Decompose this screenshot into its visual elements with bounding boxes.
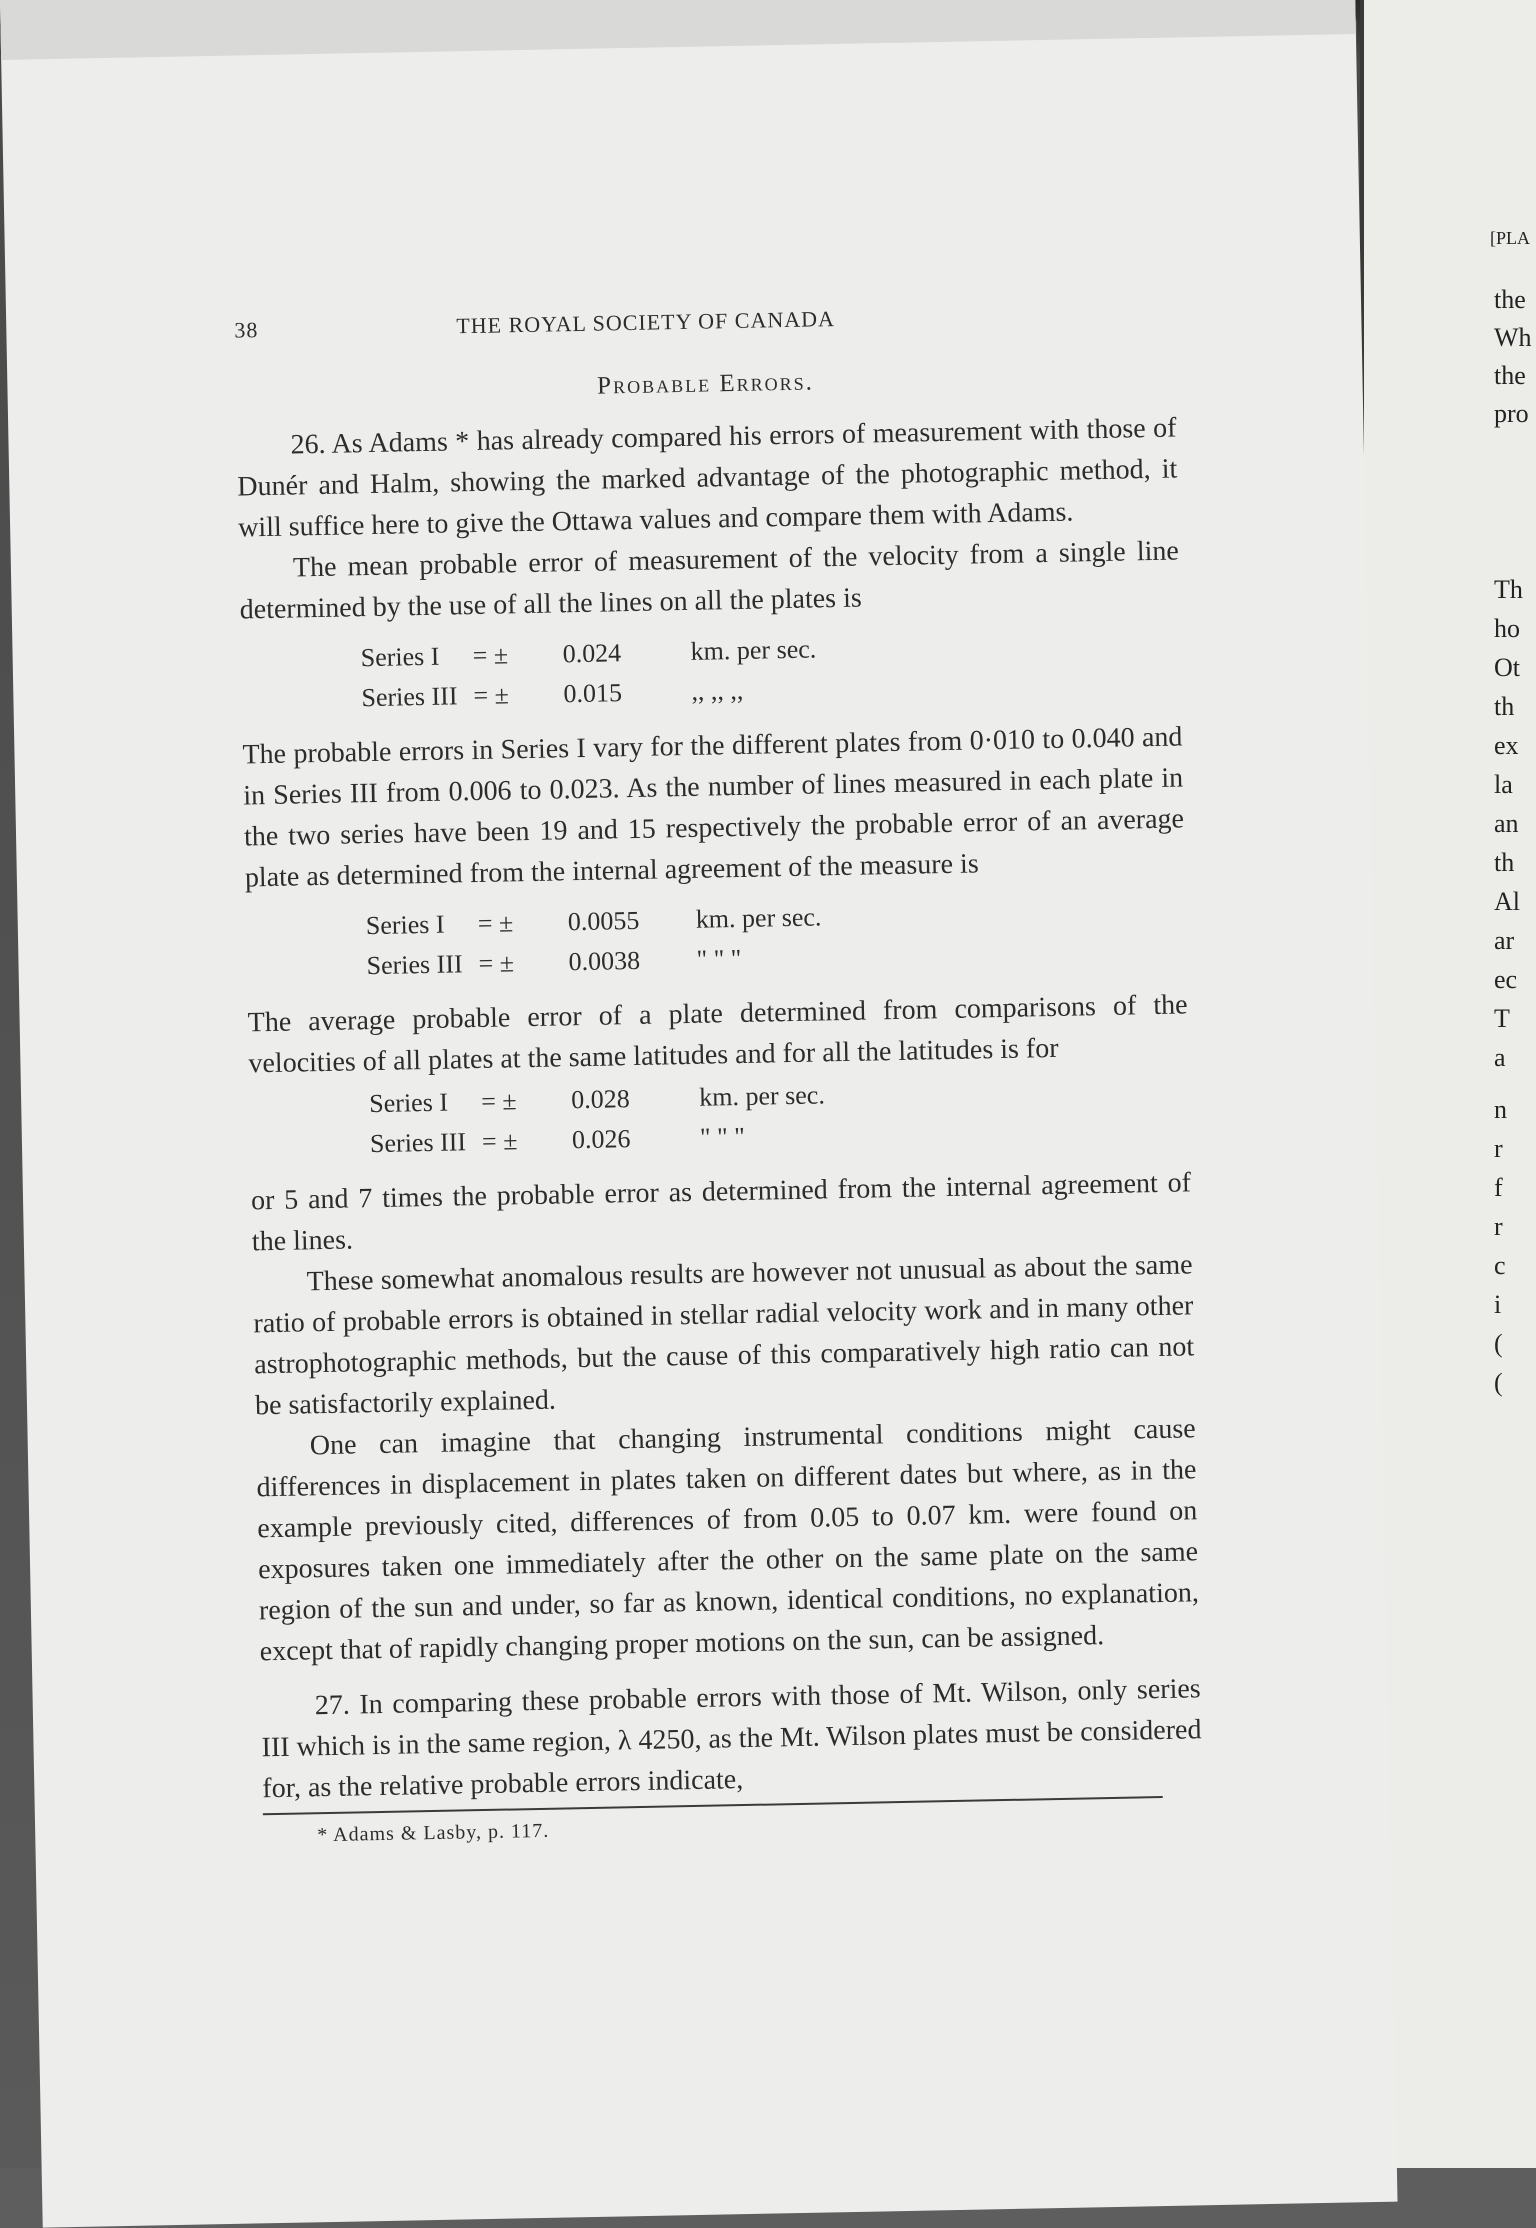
facing-page-fragment: la: [1494, 770, 1513, 799]
unit: km. per sec.: [690, 634, 817, 666]
facing-page-fragment: ec: [1494, 965, 1518, 994]
facing-page-fragment: a: [1494, 1043, 1506, 1072]
facing-page-fragment: the: [1494, 361, 1526, 390]
paragraph-average-error: The average probable error of a plate determined from comparisons of the velocities of all plates at the same latitudes and for all the latitudes is for: [247, 989, 1188, 1080]
facing-page-fragment: ex: [1494, 731, 1519, 760]
facing-page-fragment: n: [1494, 1095, 1507, 1124]
facing-page-fragment: f: [1494, 1173, 1503, 1202]
series-label: Series III: [361, 681, 458, 713]
paragraph-mean-error: The mean probable error of measurement of the velocity from a single line determined by the use of all the lines on all the plates is: [239, 535, 1180, 626]
facing-page-fragment: i: [1494, 1290, 1502, 1319]
error-value: 0.024: [562, 638, 622, 669]
equals-plus-minus: = ±: [481, 1126, 518, 1156]
facing-page-header: [PLA: [1490, 228, 1530, 248]
paragraph-series-range: The probable errors in Series I vary for the different plates from 0·010 to 0.040 and in Series III from 0.006 to 0.023. As the number of lines measured in each plate in the two series have been 19 and 15 respectively the probable error of an average plate as determined from the internal agreement of the measure is: [242, 721, 1185, 894]
facing-page-fragment: (: [1494, 1329, 1503, 1358]
error-value: 0.0038: [568, 945, 641, 977]
page-number: 38: [234, 317, 259, 343]
facing-page-fragment: (: [1494, 1368, 1503, 1397]
series-label: Series I: [365, 909, 445, 941]
unit: " " ": [696, 943, 742, 974]
facing-page-fragment: r: [1494, 1212, 1503, 1241]
unit: km. per sec.: [698, 1080, 826, 1112]
facing-page-fragment: Ot: [1494, 653, 1520, 682]
equals-plus-minus: = ±: [472, 640, 509, 671]
facing-page-fragment: r: [1494, 1134, 1503, 1163]
facing-page-fragment: th: [1494, 848, 1515, 877]
facing-page-fragment: T: [1494, 1004, 1510, 1033]
series-label: Series III: [366, 949, 463, 981]
page-content: [234, 300, 1203, 1849]
paragraph-ratio: or 5 and 7 times the probable error as determined from the internal agreement of the lines.: [250, 1167, 1192, 1258]
unit: " " ": [699, 1121, 746, 1152]
paragraph-27: 27. In comparing these probable errors with those of Mt. Wilson, only series III which is in the same region, λ 4250, as the Mt. Wilson plates must be considered for, as the relative probable errors indicate,: [261, 1673, 1202, 1805]
unit: ,, ,, ,,: [691, 675, 744, 706]
paragraph-26: 26. As Adams * has already compared his errors of measurement with those of Dunér and Halm, showing the marked advantage of the photographic method, it will suffice here to give the Ottawa values and compare them with Adams.: [237, 412, 1178, 544]
facing-page-fragment: th: [1494, 692, 1515, 721]
error-value: 0.026: [571, 1124, 631, 1155]
equation-block-1: [360, 622, 1181, 718]
equals-plus-minus: = ±: [478, 948, 515, 978]
error-value: 0.028: [570, 1084, 630, 1115]
facing-page-fragment: pro: [1494, 399, 1529, 428]
facing-page-fragment: Th: [1494, 575, 1523, 604]
series-label: Series I: [360, 641, 440, 673]
equation-block-2: [365, 890, 1186, 986]
series-label: Series I: [368, 1087, 449, 1119]
facing-page-fragment: the: [1494, 285, 1526, 314]
running-title: THE ROYAL SOCIETY OF CANADA: [456, 306, 836, 339]
footnote: * Adams & Lasby, p. 117.: [317, 1819, 550, 1847]
facing-page-fragment: an: [1494, 809, 1519, 838]
facing-page-fragment: c: [1494, 1251, 1506, 1280]
paragraph-imagine: One can imagine that changing instrumental conditions might cause differences in displacement in plates taken on different dates but where, as in the example previously cited, differences of from 0.05 to 0.07 km. were found on exposures taken one immediately after the other on the same plate on the same region of the sun and under, so far as known, identical conditions, no explanation, except that of rapidly changing proper motions on the sun, can be assigned.: [256, 1413, 1200, 1668]
error-value: 0.0055: [567, 905, 640, 937]
facing-page-fragment: Wh: [1494, 323, 1532, 352]
section-title: Probable Errors.: [596, 368, 815, 400]
facing-page-fragment: ho: [1494, 614, 1520, 643]
unit: km. per sec.: [695, 902, 822, 934]
equation-block-3: [369, 1068, 1190, 1164]
equals-plus-minus: = ±: [477, 908, 514, 938]
paragraph-anomalous: These somewhat anomalous results are however not unusual as about the same ratio of probable errors is obtained in stellar radial velocity work and in many other astrophotographic methods, but the cause of this comparatively high ratio can not be satisfactorily explained.: [253, 1249, 1195, 1422]
facing-page-fragment: Al: [1494, 887, 1520, 916]
equals-plus-minus: = ±: [473, 680, 510, 711]
equals-plus-minus: = ±: [480, 1086, 517, 1116]
error-value: 0.015: [563, 678, 623, 709]
facing-page-fragment: ar: [1494, 926, 1515, 955]
series-label: Series III: [369, 1127, 467, 1159]
running-header: [234, 300, 1175, 358]
